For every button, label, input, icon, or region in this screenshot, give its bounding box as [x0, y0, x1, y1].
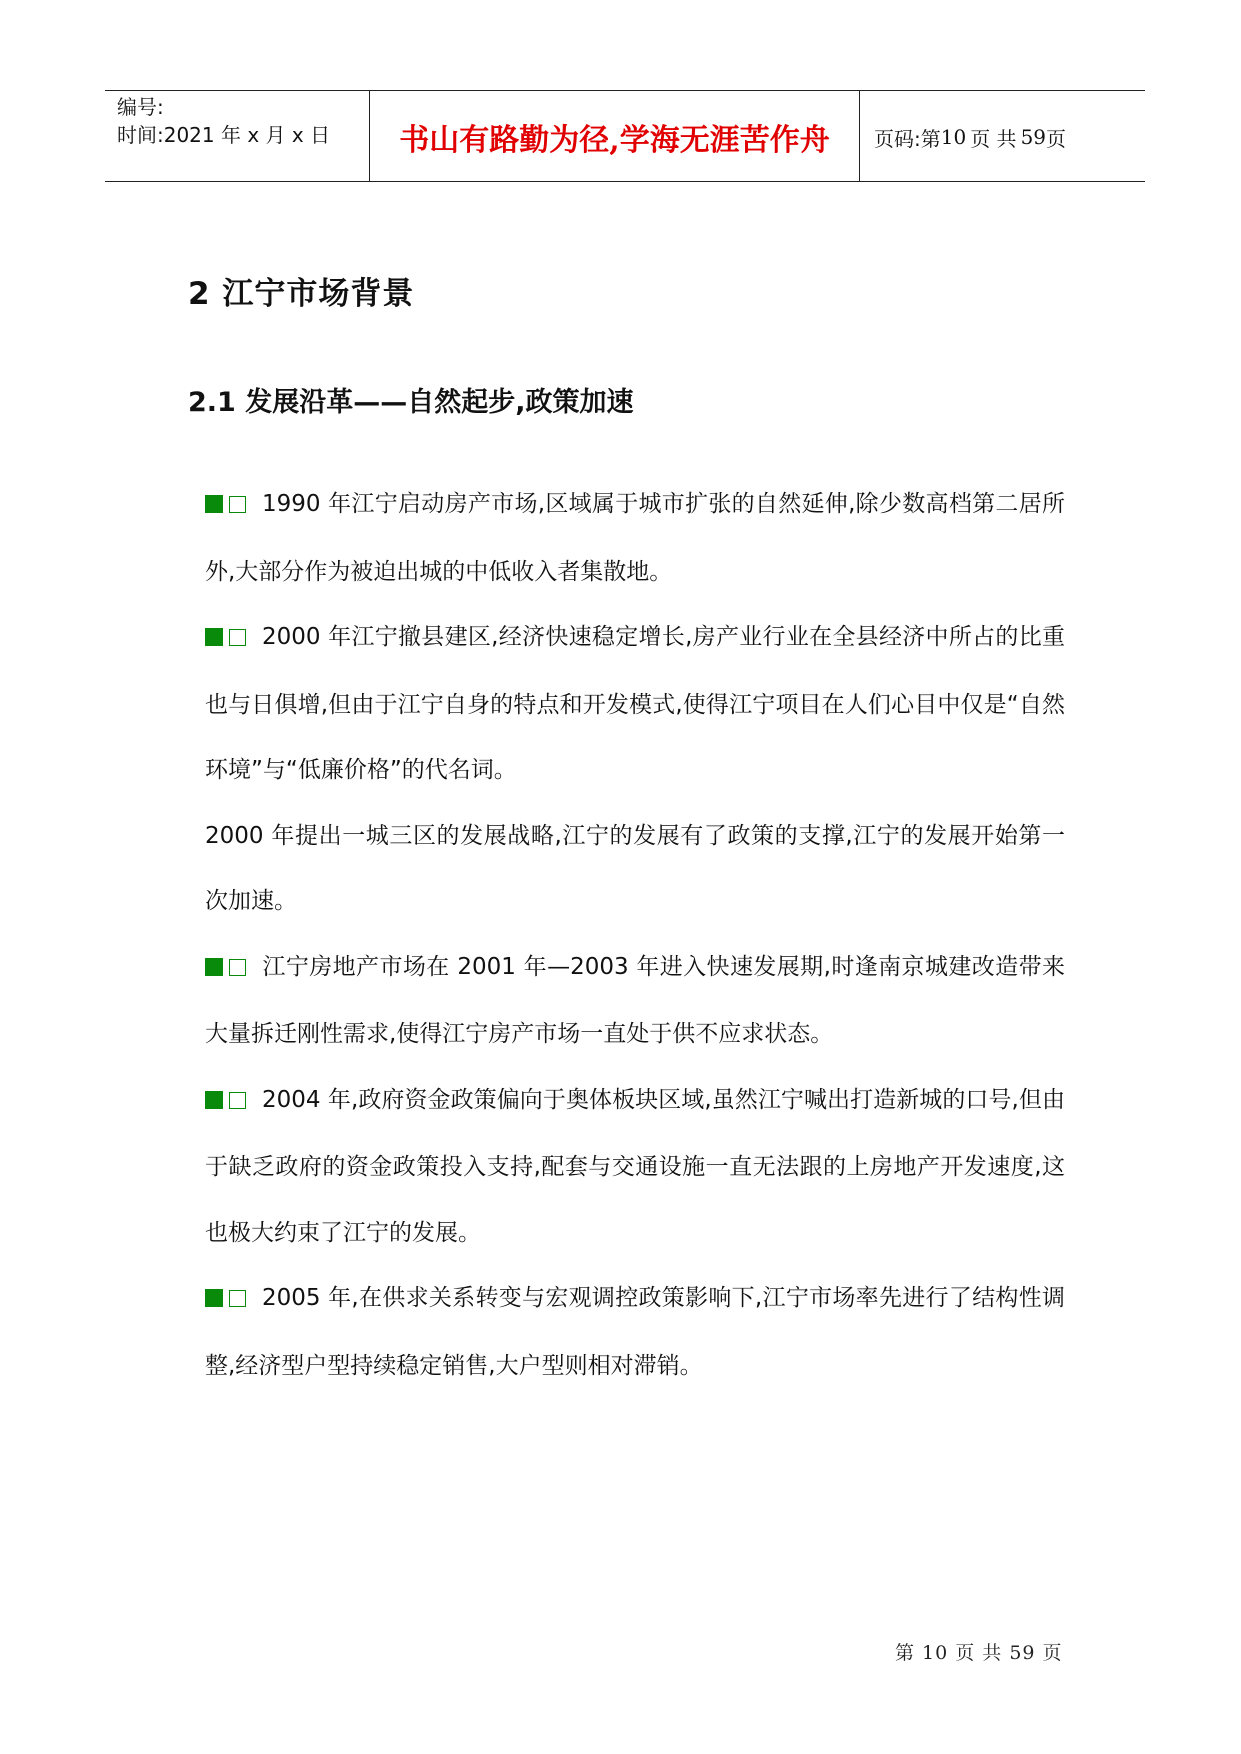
page-footer: 第 10 页 共 59 页: [895, 1642, 1063, 1664]
page-mid: 页 共: [970, 126, 1017, 151]
section-title: 2 江宁市场背景: [188, 276, 415, 312]
paragraph: [205, 1266, 1065, 1399]
paragraph-text: 江宁房地产市场在 2001 年—2003 年进入快速发展期,时逢南京城建改造带来大量拆迁刚性需求,使得江宁房产市场一直处于供不应求状态。: [205, 953, 1065, 1047]
paragraph: [205, 1068, 1065, 1267]
paragraph: [205, 935, 1065, 1068]
bullet-squares-icon: [205, 1268, 262, 1334]
bullet-squares-icon: [205, 937, 262, 1003]
page-prefix: 页码:第: [874, 126, 941, 151]
bullet-squares-icon: [205, 1070, 262, 1136]
paragraph: [205, 804, 1065, 935]
paragraph-text: 2000 年提出一城三区的发展战略,江宁的发展有了政策的支撑,江宁的发展开始第一次加速。: [205, 822, 1065, 914]
header-page-info: [860, 91, 1145, 181]
header-motto: 书山有路勤为径,学海无涯苦作舟: [370, 91, 860, 181]
paragraph-text: 1990 年江宁启动房产市场,区域属于城市扩张的自然延伸,除少数高档第二居所外,大部分作为被迫出城的中低收入者集散地。: [205, 491, 1065, 585]
bullet-squares-icon: [205, 474, 262, 540]
doc-time-label: 时间:2021 年 x 月 x 日: [117, 123, 331, 147]
header-meta: [105, 91, 370, 181]
page-suffix: 页: [1046, 126, 1067, 151]
page-total: 59: [1020, 125, 1047, 149]
section-subtitle: 2.1 发展沿革——自然起步,政策加速: [188, 387, 634, 418]
paragraph-text: 2005 年,在供求关系转变与宏观调控政策影响下,江宁市场率先进行了结构性调整,经济型户型持续稳定销售,大户型则相对滞销。: [205, 1285, 1065, 1379]
paragraph-text: 2004 年,政府资金政策偏向于奥体板块区域,虽然江宁喊出打造新城的口号,但由于缺乏政府的资金政策投入支持,配套与交通设施一直无法跟的上房地产开发速度,这也极大约束了江宁的发展。: [205, 1086, 1065, 1246]
paragraph: [205, 605, 1065, 804]
paragraph-text: 2000 年江宁撤县建区,经济快速稳定增长,房产业行业在全县经济中所占的比重也与日俱增,但由于江宁自身的特点和开发模式,使得江宁项目在人们心目中仅是“自然环境”与“低廉价格”的代名词。: [205, 624, 1065, 783]
doc-number-label: 编号:: [117, 95, 164, 119]
bullet-squares-icon: [205, 607, 262, 673]
body-text: [205, 472, 1065, 1399]
page-header: [105, 90, 1145, 182]
paragraph: [205, 472, 1065, 605]
page-number: 10: [940, 125, 967, 149]
